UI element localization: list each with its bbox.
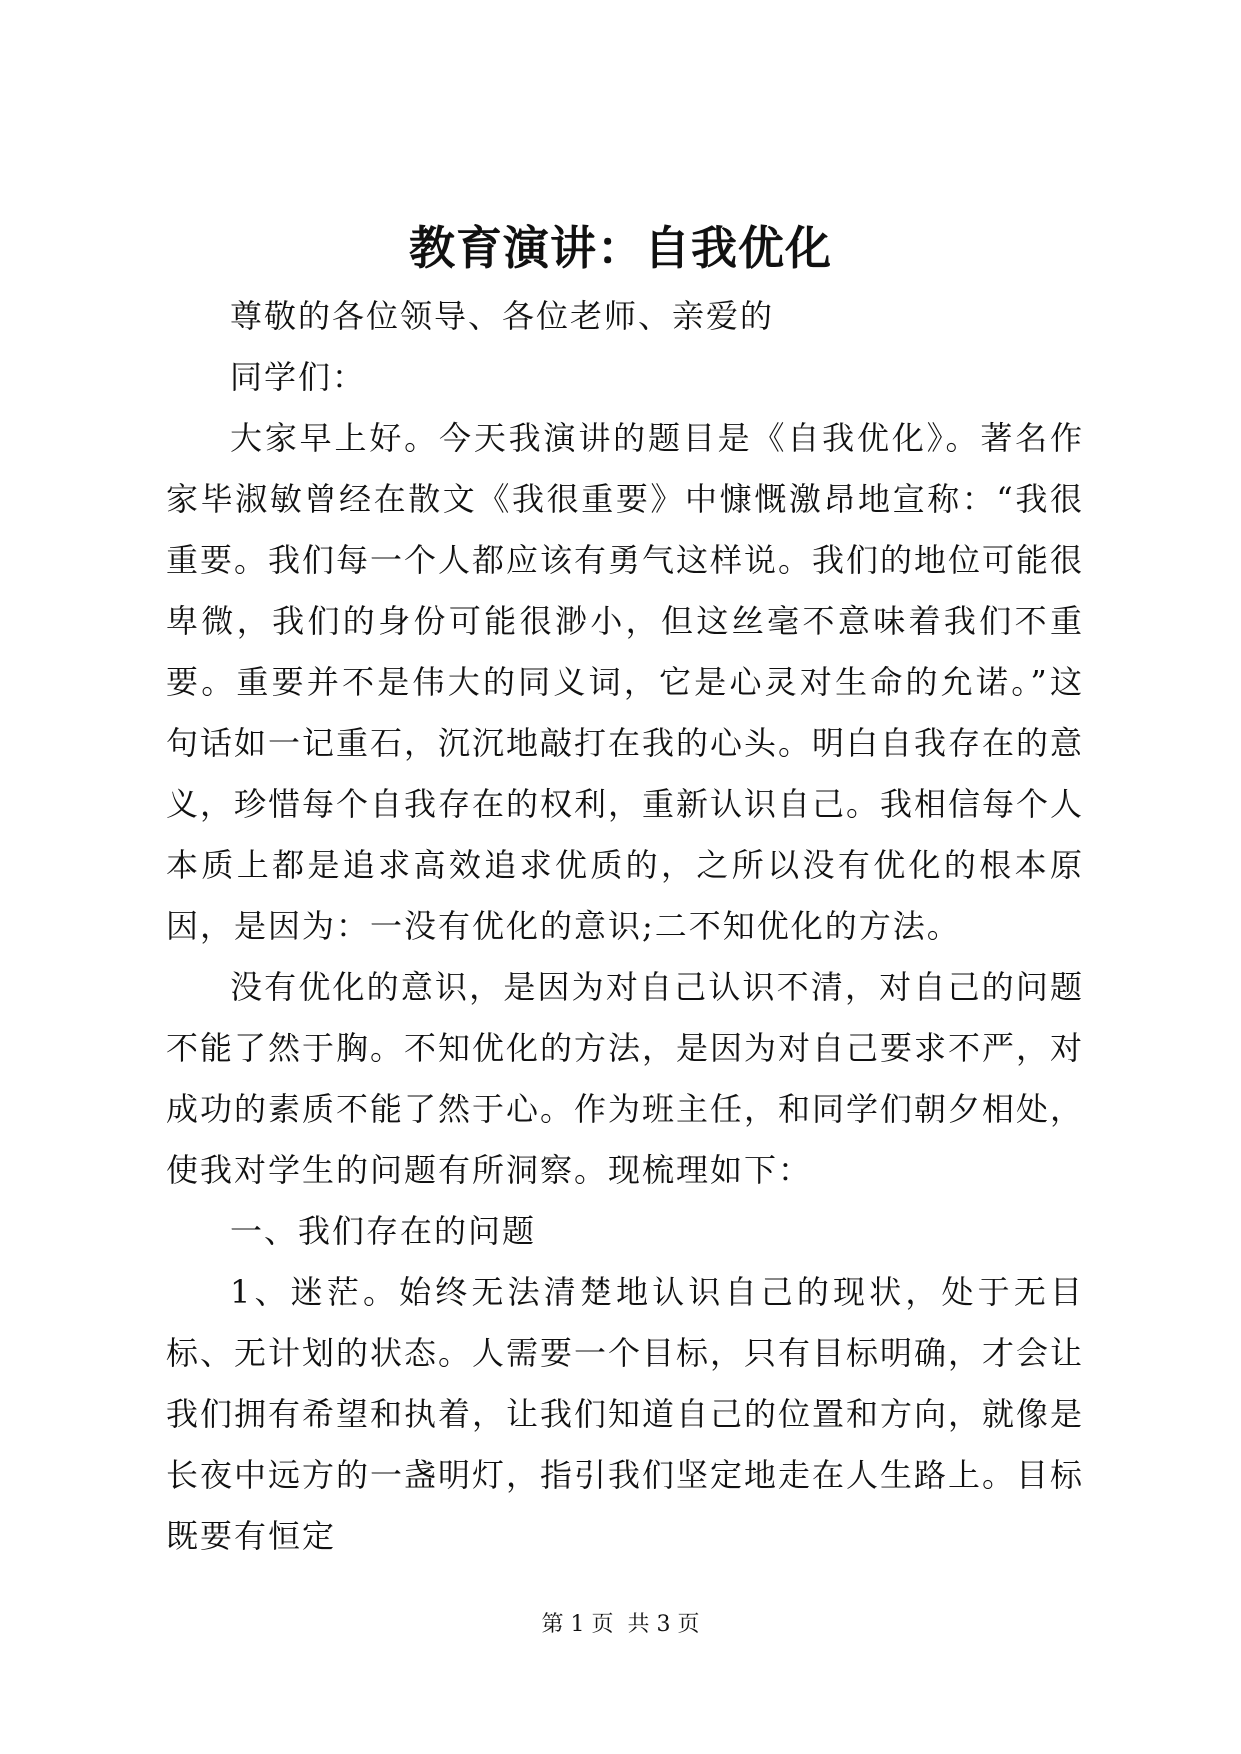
paragraph-salutation: 尊敬的各位领导、各位老师、亲爱的 (230, 297, 775, 335)
paragraph-intro: 大家早上好。今天我演讲的题目是《自我优化》。著名作家毕淑敏曾经在散文《我很重要》中慷慨激昂地宣称：“我很重要。我们每一个人都应该有勇气这样说。我们的地位可能很卑微，我们的身份可能很渺小，但这丝毫不意味着我们不重要。重要并不是伟大的同义词，它是心灵对生命的允诺。”这句话如一记重石，沉沉地敲打在我的心头。明白自我存在的意义，珍惜每个自我存在的权利，重新认识自己。我相信每个人本质上都是追求高效追求优质的，之所以没有优化的根本原因，是因为：一没有优化的意识;二不知优化的方法。 (166, 419, 1085, 945)
paragraph-salutation-continued: 同学们： (230, 358, 367, 396)
paragraph-point-1: 1、迷茫。始终无法清楚地认识自己的现状，处于无目标、无计划的状态。人需要一个目标，只有目标明确，才会让我们拥有希望和执着，让我们知道自己的位置和方向，就像是长夜中远方的一盏明灯，指引我们坚定地走在人生路上。目标既要有恒定 (166, 1273, 1085, 1555)
page-footer (0, 1610, 1241, 1640)
document-body (166, 286, 1084, 1567)
page-number: 第 1 页 共 3 页 (541, 1612, 700, 1637)
section-heading: 一、我们存在的问题 (230, 1212, 537, 1250)
paragraph-optimization-awareness: 没有优化的意识，是因为对自己认识不清，对自己的问题不能了然于胸。不知优化的方法，是因为对自己要求不严，对成功的素质不能了然于心。作为班主任，和同学们朝夕相处，使我对学生的问题有所洞察。现梳理如下： (166, 968, 1085, 1189)
document-title: 教育演讲：自我优化 (409, 221, 832, 275)
